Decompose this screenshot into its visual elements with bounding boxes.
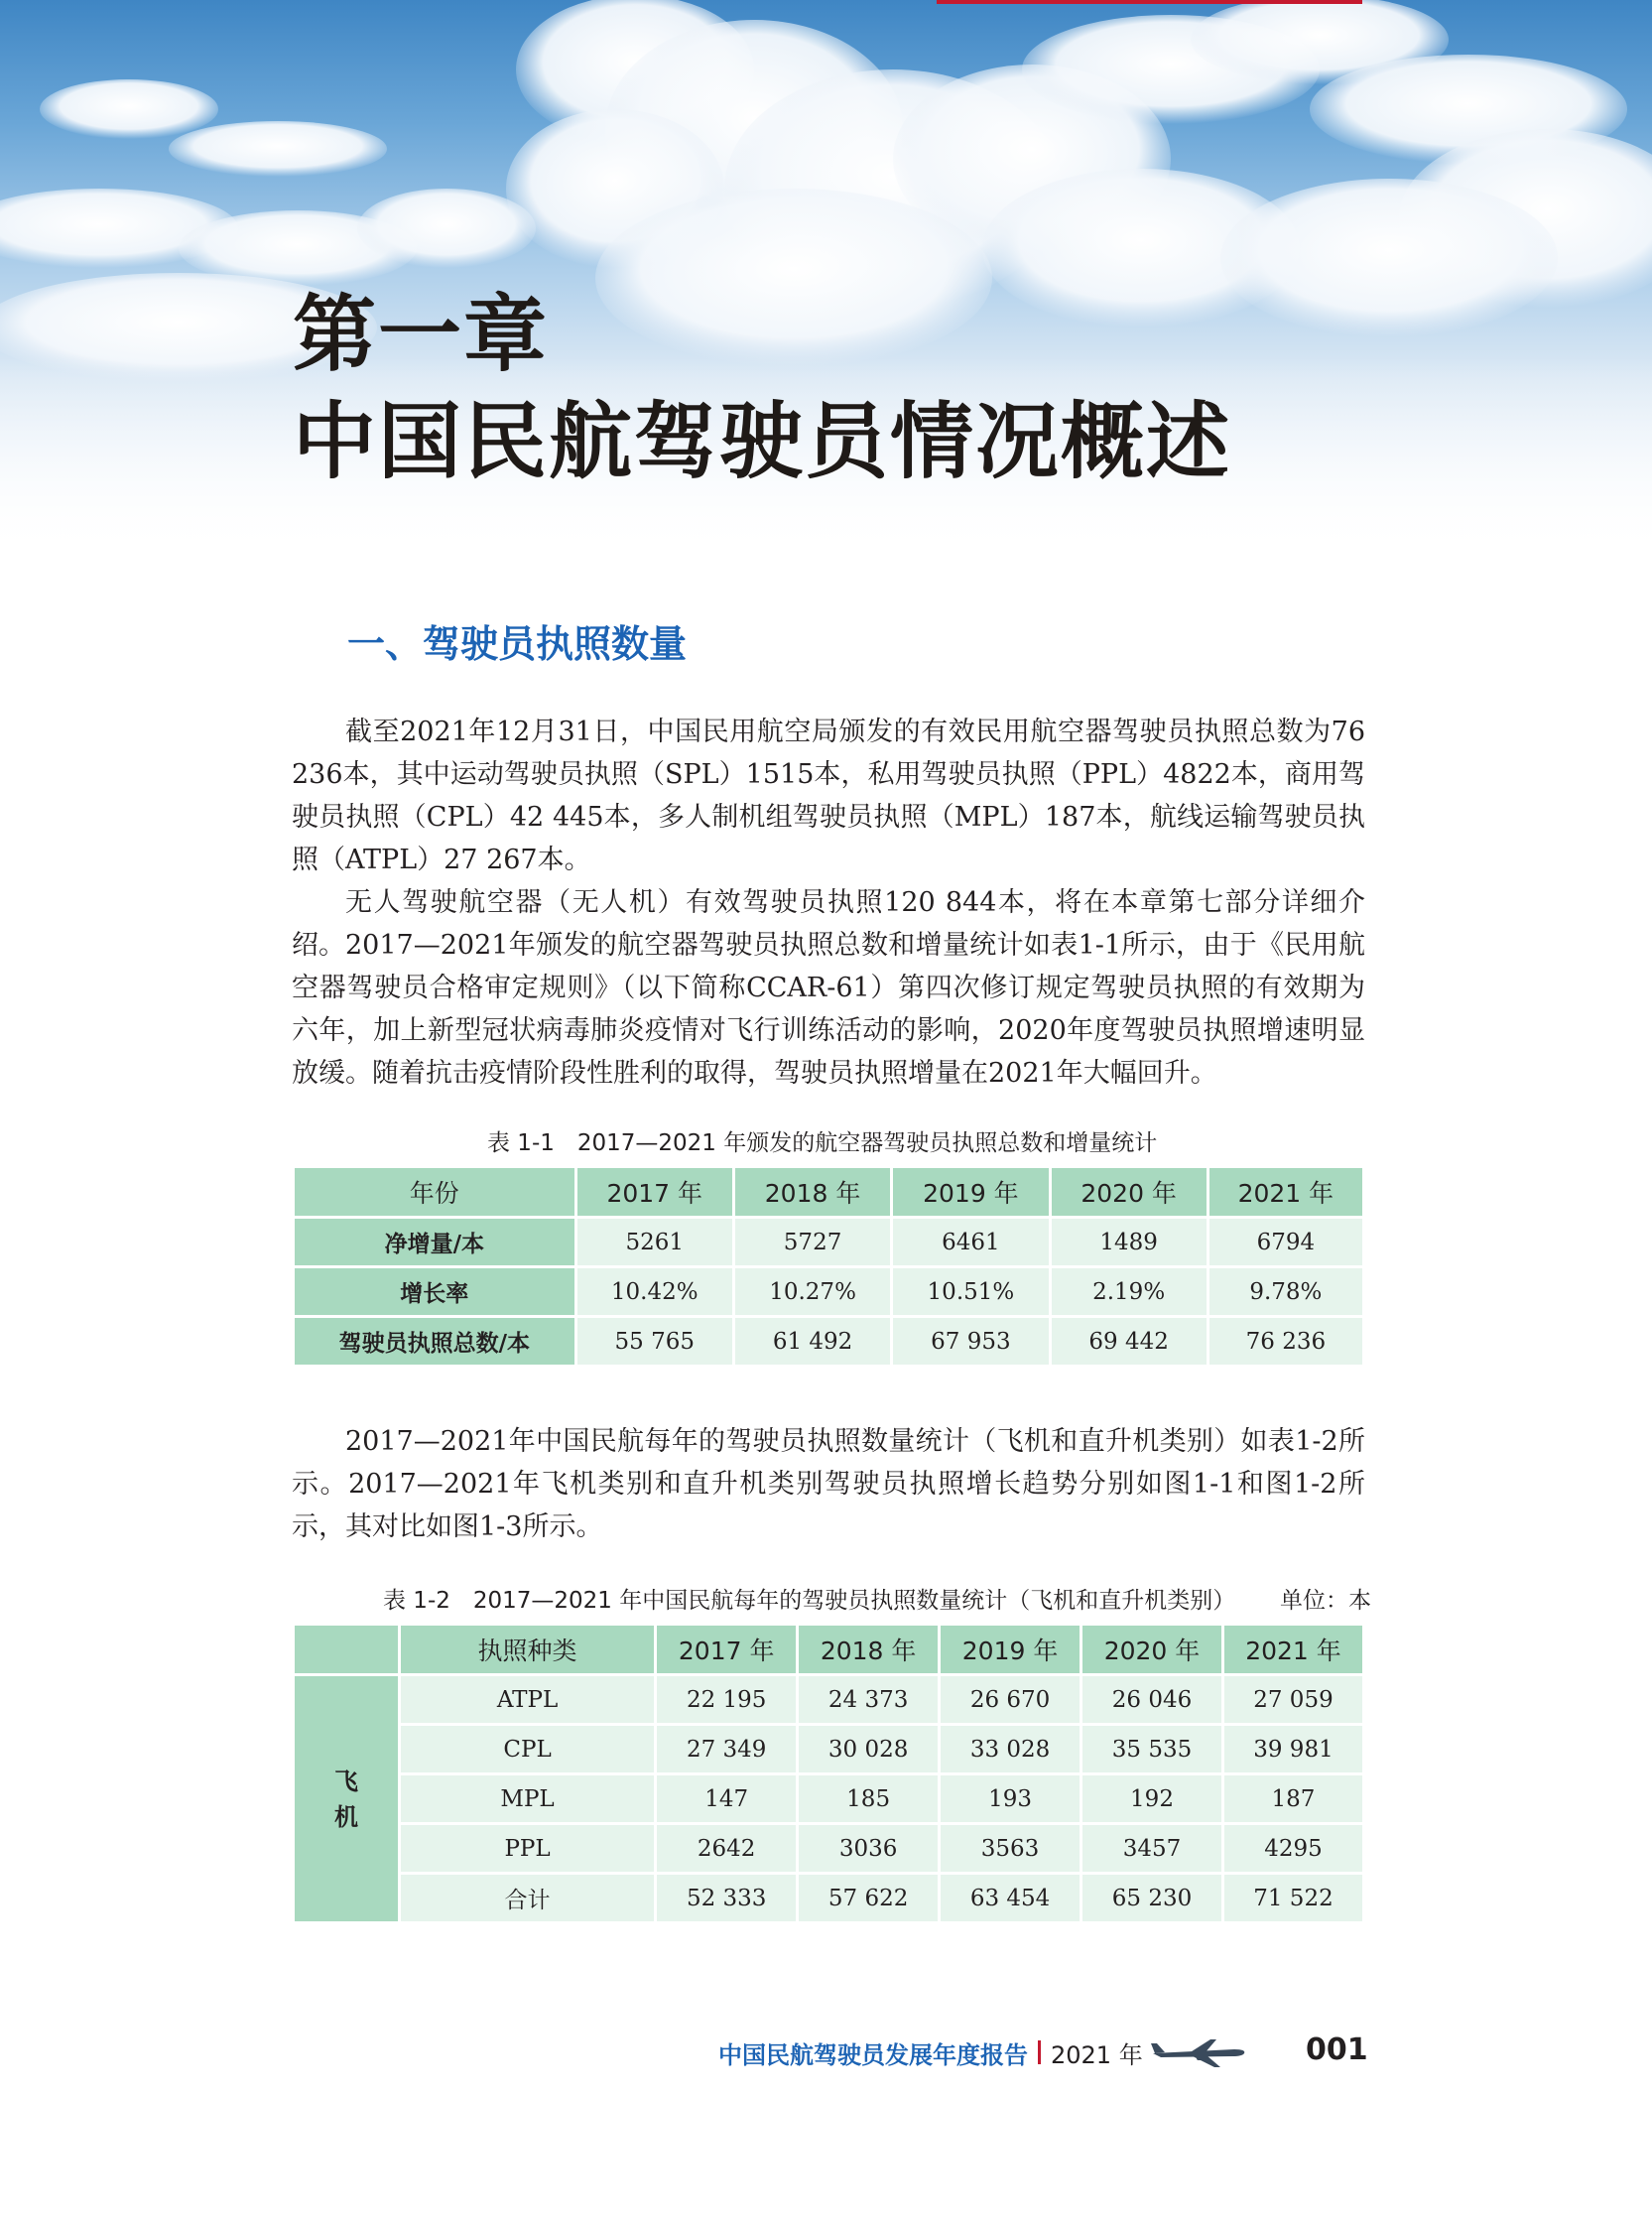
hero-banner: [0, 0, 1652, 556]
table2-license-by-type: [292, 1623, 1365, 1924]
table2-cell: 147: [657, 1775, 796, 1822]
table2-cell: 192: [1082, 1775, 1221, 1822]
table1-header-cell: 2021 年: [1209, 1168, 1362, 1216]
table1-row-label: 驾驶员执照总数/本: [295, 1318, 574, 1365]
table1-header-cell: 2018 年: [735, 1168, 890, 1216]
table1-cell: 1489: [1052, 1219, 1207, 1265]
table1-row-label: 净增量/本: [295, 1219, 574, 1265]
table2-cell: 2642: [657, 1825, 796, 1872]
table2-group-char: 机: [333, 1802, 358, 1831]
table2-row-ppl: [295, 1825, 1362, 1872]
table1-caption: 表 1-1 2017—2021 年颁发的航空器驾驶员执照总数和增量统计: [487, 1130, 1158, 1156]
table2-caption: 表 1-2 2017—2021 年中国民航每年的驾驶员执照数量统计（飞机和直升机类别）: [383, 1588, 1236, 1614]
table1-cell: 10.51%: [893, 1268, 1048, 1315]
chapter-label: 第一章: [293, 286, 550, 383]
table2-header-cell: 2019 年: [941, 1626, 1080, 1673]
paragraph-drone-licenses: 无人驾驶航空器（无人机）有效驾驶员执照120 844本，将在本章第七部分详细介绍。: [292, 887, 1365, 961]
footer-report-title: 中国民航驾驶员发展年度报告: [718, 2040, 1028, 2069]
section-heading: 一、驾驶员执照数量: [347, 622, 688, 666]
table1-license-growth: [292, 1165, 1365, 1368]
table2-header-cell: 2021 年: [1224, 1626, 1362, 1673]
chapter-name: 中国民航驾驶员情况概述: [293, 393, 1232, 490]
chapter-title: [293, 281, 1231, 495]
table2-header-row: [295, 1626, 1362, 1673]
table2-row-atpl: [295, 1676, 1362, 1723]
table2-cell: 193: [941, 1775, 1080, 1822]
table2-group-char: 飞: [333, 1767, 358, 1795]
table1-cell: 5261: [577, 1219, 732, 1265]
table1-cell: 10.42%: [577, 1268, 732, 1315]
table1-cell: 67 953: [893, 1318, 1048, 1365]
table2-row-label: 合计: [401, 1875, 654, 1921]
table1-header-cell: 2019 年: [893, 1168, 1048, 1216]
table2-cell: 22 195: [657, 1676, 796, 1723]
table1-row-total: [295, 1318, 1362, 1365]
table1-header-row: [295, 1168, 1362, 1216]
table2-header-cell: 执照种类: [401, 1626, 654, 1673]
table2-cell: 33 028: [941, 1726, 1080, 1772]
table1-row-label: 增长率: [295, 1268, 574, 1315]
table2-row-label: CPL: [401, 1726, 654, 1772]
table1-cell: 2.19%: [1052, 1268, 1207, 1315]
page-footer: [718, 2034, 1248, 2070]
table2-cell: 27 059: [1224, 1676, 1362, 1723]
page-number: 001: [1306, 2032, 1368, 2067]
table2-row-label: PPL: [401, 1825, 654, 1872]
table2-cell: 3036: [799, 1825, 938, 1872]
table2-group-airplane: [295, 1676, 398, 1921]
table1-header-cell: 2017 年: [577, 1168, 732, 1216]
table2-cell: 65 230: [1082, 1875, 1221, 1921]
table2-cell: 39 981: [1224, 1726, 1362, 1772]
paragraph-growth-explanation: 2017—2021年颁发的航空器驾驶员执照总数和增量统计如表1-1所示，由于《民用航空器驾驶员合格审定规则》（以下简称CCAR-61）第四次修订规定驾驶员执照的有效期为六年，加上新型冠状病毒肺炎疫情对飞行训练活动的影响，2020年度驾驶员执照增速明显放缓。随着抗击疫情阶段性胜利的取得，驾驶员执照增量在2021年大幅回升。: [292, 930, 1365, 1089]
table2-cell: 3563: [941, 1825, 1080, 1872]
table2-cell: 187: [1224, 1775, 1362, 1822]
table2-row-cpl: [295, 1726, 1362, 1772]
table2-cell: 57 622: [799, 1875, 938, 1921]
table2-header-cell: 2018 年: [799, 1626, 938, 1673]
table2-header-cell: 2020 年: [1082, 1626, 1221, 1673]
table2-cell: 26 046: [1082, 1676, 1221, 1723]
table1-cell: 5727: [735, 1219, 890, 1265]
table2-cell: 71 522: [1224, 1875, 1362, 1921]
table1-cell: 6794: [1209, 1219, 1362, 1265]
table1-cell: 55 765: [577, 1318, 732, 1365]
table1-cell: 9.78%: [1209, 1268, 1362, 1315]
table2-cell: 63 454: [941, 1875, 1080, 1921]
table2-cell: 35 535: [1082, 1726, 1221, 1772]
table1-header-cell: 年份: [295, 1168, 574, 1216]
paragraph-table2-intro: 2017—2021年中国民航每年的驾驶员执照数量统计（飞机和直升机类别）如表1-2所示。2017—2021年飞机类别和直升机类别驾驶员执照增长趋势分别如图1-1和图1-2所示，其对比如图1-3所示。: [292, 1426, 1365, 1542]
table1-cell: 10.27%: [735, 1268, 890, 1315]
table1-row-net-increase: [295, 1219, 1362, 1265]
table2-row-label: ATPL: [401, 1676, 654, 1723]
top-accent-bar: [937, 0, 1362, 4]
table2-corner-cell: [295, 1626, 398, 1673]
table1-cell: 61 492: [735, 1318, 890, 1365]
airplane-icon: [1149, 2035, 1248, 2069]
paragraph-license-totals: 截至2021年12月31日，中国民用航空局颁发的有效民用航空器驾驶员执照总数为76 236本，其中运动驾驶员执照（SPL）1515本，私用驾驶员执照（PPL）4822本，商用驾驶员执照（CPL）42 445本，多人制机组驾驶员执照（MPL）187本，航线运输驾驶员执照（ATPL）27 267本。: [292, 717, 1365, 875]
table2-cell: 27 349: [657, 1726, 796, 1772]
table1-row-growth-rate: [295, 1268, 1362, 1315]
table2-cell: 52 333: [657, 1875, 796, 1921]
table2-header-cell: 2017 年: [657, 1626, 796, 1673]
table2-cell: 26 670: [941, 1676, 1080, 1723]
table1-cell: 69 442: [1052, 1318, 1207, 1365]
table2-cell: 30 028: [799, 1726, 938, 1772]
table2-row-subtotal: [295, 1875, 1362, 1921]
table2-cell: 4295: [1224, 1825, 1362, 1872]
table2-cell: 3457: [1082, 1825, 1221, 1872]
table1-cell: 6461: [893, 1219, 1048, 1265]
table2-row-label: MPL: [401, 1775, 654, 1822]
footer-year: 2021 年: [1051, 2040, 1143, 2069]
table2-row-mpl: [295, 1775, 1362, 1822]
footer-divider: [1038, 2040, 1041, 2064]
table2-cell: 24 373: [799, 1676, 938, 1723]
table2-cell: 185: [799, 1775, 938, 1822]
table1-header-cell: 2020 年: [1052, 1168, 1207, 1216]
table1-cell: 76 236: [1209, 1318, 1362, 1365]
table2-unit: 单位：本: [1280, 1588, 1371, 1614]
